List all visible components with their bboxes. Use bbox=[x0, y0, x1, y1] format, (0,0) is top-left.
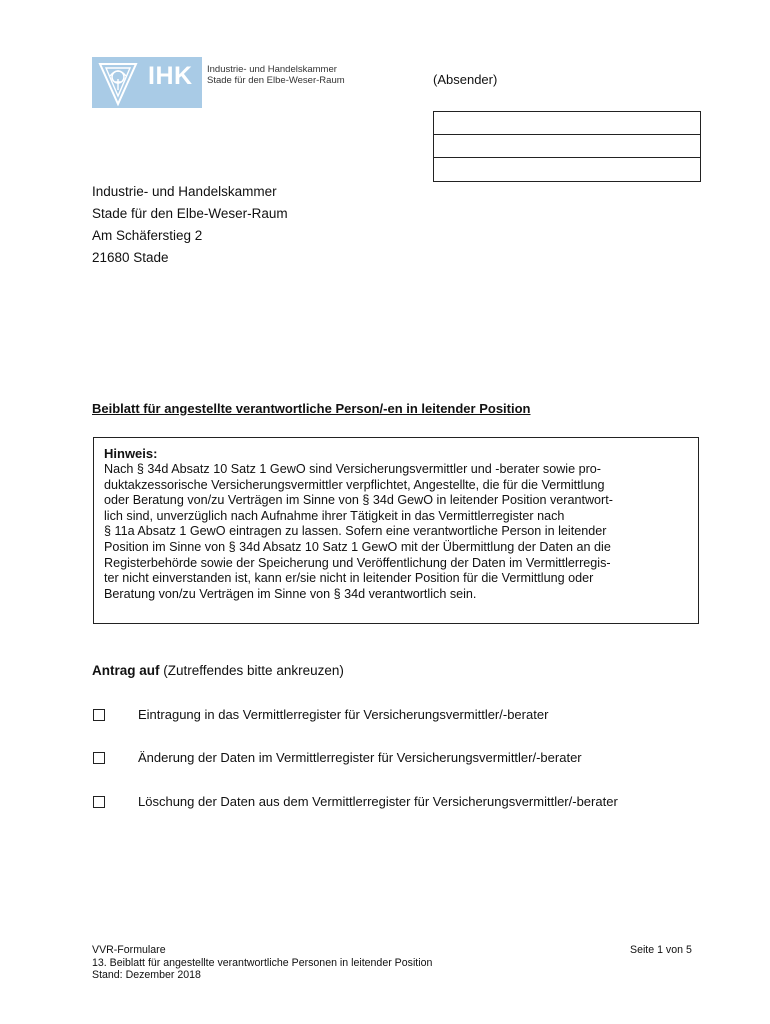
checkbox-loeschung[interactable] bbox=[93, 796, 105, 808]
notice-line: Position im Sinne von § 34d Absatz 10 Satz 1 GewO mit der Übermittlung der Daten an die bbox=[104, 539, 611, 554]
application-heading-hint: (Zutreffendes bitte ankreuzen) bbox=[159, 663, 344, 678]
notice-line: Registerbehörde sowie der Speicherung und Veröffentlichung der Daten im Vermittlerregis- bbox=[104, 555, 611, 570]
logo-org-line1: Industrie- und Handelskammer bbox=[207, 64, 337, 75]
sender-fields bbox=[433, 111, 701, 182]
footer-form-title: 13. Beiblatt für angestellte verantwortliche Personen in leitender Position bbox=[92, 956, 433, 969]
notice-box bbox=[93, 437, 699, 624]
option-label-loeschung: Löschung der Daten aus dem Vermittlerregister für Versicherungsvermittler/-berater bbox=[138, 794, 618, 809]
notice-line: lich sind, unverzüglich nach Aufnahme ihrer Tätigkeit in das Vermittlerregister nach bbox=[104, 508, 565, 523]
sender-label: (Absender) bbox=[433, 72, 498, 87]
document-title: Beiblatt für angestellte verantwortliche Person/-en in leitender Position bbox=[92, 401, 531, 416]
footer-date: Stand: Dezember 2018 bbox=[92, 969, 201, 982]
checkbox-eintragung[interactable] bbox=[93, 709, 105, 721]
logo-ihk-text: IHK bbox=[148, 62, 193, 90]
option-label-aenderung: Änderung der Daten im Vermittlerregister für Versicherungsvermittler/-berater bbox=[138, 750, 582, 765]
notice-line: Nach § 34d Absatz 10 Satz 1 GewO sind Versicherungsvermittler und -berater sowie pro- bbox=[104, 462, 601, 476]
application-heading bbox=[92, 663, 344, 678]
sender-field-3[interactable] bbox=[434, 158, 700, 181]
recipient-line: Stade für den Elbe-Weser-Raum bbox=[92, 206, 288, 221]
notice-heading: Hinweis: bbox=[104, 446, 158, 461]
notice-line: ter nicht einverstanden ist, kann er/sie nicht in leitender Position für die Vermittlung oder bbox=[104, 571, 594, 586]
notice-line: Beratung von/zu Verträgen im Sinne von § 34d verantwortlich sein. bbox=[104, 586, 477, 601]
recipient-line: Am Schäferstieg 2 bbox=[92, 228, 203, 243]
recipient-line: Industrie- und Handelskammer bbox=[92, 184, 277, 199]
ihk-emblem-icon bbox=[96, 60, 140, 106]
footer bbox=[92, 944, 432, 982]
sender-field-1[interactable] bbox=[434, 112, 700, 135]
application-heading-bold: Antrag auf bbox=[92, 663, 160, 678]
notice-line: § 11a Absatz 1 GewO eintragen zu lassen. Sofern eine verantwortliche Person in leitender bbox=[104, 524, 607, 539]
page-number: Seite 1 von 5 bbox=[630, 944, 692, 956]
checkbox-aenderung[interactable] bbox=[93, 752, 105, 764]
recipient-line: 21680 Stade bbox=[92, 250, 169, 265]
footer-form-series: VVR-Formulare bbox=[92, 944, 166, 956]
sender-field-2[interactable] bbox=[434, 135, 700, 158]
option-label-eintragung: Eintragung in das Vermittlerregister für Versicherungsvermittler/-berater bbox=[138, 707, 549, 722]
notice-line: oder Beratung von/zu Verträgen im Sinne von § 34d GewO in leitender Position verantwort- bbox=[104, 493, 613, 508]
logo-org-line2: Stade für den Elbe-Weser-Raum bbox=[207, 75, 345, 86]
notice-line: duktakzessorische Versicherungsvermittler verpflichtet, Angestellte, die für die Vermittlung bbox=[104, 477, 605, 492]
recipient-address bbox=[92, 181, 288, 269]
